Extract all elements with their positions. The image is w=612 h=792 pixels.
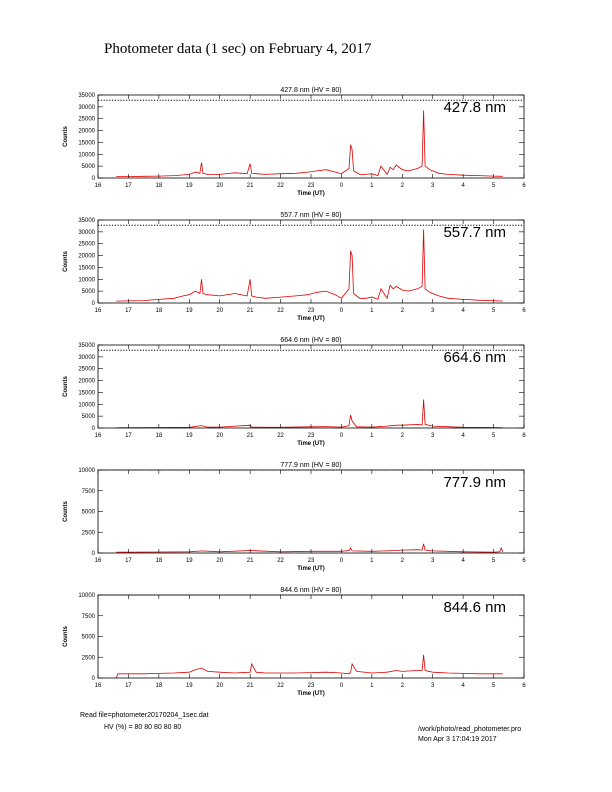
x-tick-label: 6 [522,558,526,564]
series-line [116,544,502,552]
y-axis-label: Counts [63,501,69,522]
x-tick-label: 21 [246,433,254,439]
chart-6646 [0,334,612,456]
series-line [116,655,502,678]
x-tick-label: 17 [125,183,132,189]
hv-label: HV (%) = 80 80 80 80 80 [104,724,182,731]
x-tick-label: 6 [522,433,526,439]
y-tick-label: 5000 [81,509,95,516]
y-tick-label: 7500 [81,488,95,495]
x-axis-label: Time (UT) [297,566,325,572]
y-tick-label: 5000 [81,634,95,641]
y-tick-label: 0 [91,426,95,432]
x-tick-label: 5 [491,433,496,439]
page-title: Photometer data (1 sec) on February 4, 2017 [104,41,372,57]
x-tick-label: 16 [94,433,102,439]
wavelength-label: 557.7 nm [443,224,506,241]
y-tick-label: 2500 [81,655,95,662]
x-tick-label: 22 [277,308,284,314]
x-tick-label: 19 [185,183,193,189]
x-tick-label: 3 [431,558,435,564]
x-axis-label: Time (UT) [297,191,325,197]
x-tick-label: 0 [339,558,344,564]
x-tick-label: 1 [370,558,374,564]
y-tick-label: 25000 [78,366,95,373]
x-tick-label: 2 [400,683,404,689]
x-tick-label: 22 [277,433,284,439]
x-tick-label: 20 [216,558,224,564]
x-tick-label: 19 [185,308,193,314]
wavelength-label: 664.6 nm [443,349,506,366]
y-tick-label: 10000 [78,402,95,409]
x-tick-label: 3 [431,183,435,189]
chart-4278 [0,84,612,206]
chart-5577 [0,209,612,331]
x-tick-label: 0 [339,683,344,689]
y-tick-label: 25000 [78,241,95,248]
x-tick-label: 21 [246,183,254,189]
x-tick-label: 2 [400,558,404,564]
chart-panel-6646 [0,334,612,456]
x-tick-label: 6 [522,308,526,314]
y-tick-label: 25000 [78,116,95,123]
y-tick-label: 20000 [78,253,95,260]
chart-8446 [0,584,612,706]
x-tick-label: 1 [370,308,374,314]
y-tick-label: 10000 [78,152,95,159]
x-tick-label: 1 [370,433,374,439]
y-tick-label: 15000 [78,140,95,147]
y-axis-label: Counts [63,376,69,397]
x-tick-label: 0 [339,183,344,189]
y-tick-label: 30000 [78,354,95,361]
y-tick-label: 20000 [78,128,95,135]
chart-title: 557.7 nm (HV = 80) [280,212,342,219]
chart-panel-5577 [0,209,612,331]
x-tick-label: 19 [185,683,193,689]
x-tick-label: 23 [307,433,315,439]
y-tick-label: 0 [91,176,95,182]
x-axis-label: Time (UT) [297,441,325,447]
x-tick-label: 16 [94,558,102,564]
x-tick-label: 19 [185,558,193,564]
x-tick-label: 5 [491,183,496,189]
x-tick-label: 18 [155,683,163,689]
y-tick-label: 5000 [81,164,95,171]
x-tick-label: 17 [125,433,132,439]
x-tick-label: 0 [339,308,344,314]
chart-title: 664.6 nm (HV = 80) [280,337,342,344]
chart-title: 427.8 nm (HV = 80) [280,87,342,94]
read-file-label: Read file=photometer20170204_1sec.dat [80,712,209,719]
x-tick-label: 22 [277,558,284,564]
x-tick-label: 2 [400,433,404,439]
x-tick-label: 21 [246,308,254,314]
wavelength-label: 777.9 nm [443,474,506,491]
y-tick-label: 35000 [78,218,95,224]
x-tick-label: 3 [431,433,435,439]
y-tick-label: 35000 [78,93,95,99]
series-line [116,110,502,176]
y-tick-label: 30000 [78,229,95,236]
y-tick-label: 0 [91,301,95,307]
x-axis-label: Time (UT) [297,691,325,697]
x-tick-label: 2 [400,308,404,314]
y-tick-label: 10000 [78,593,95,599]
x-tick-label: 4 [461,683,465,689]
x-tick-label: 20 [216,183,224,189]
x-tick-label: 16 [94,683,102,689]
x-tick-label: 18 [155,558,163,564]
chart-title: 777.9 nm (HV = 80) [280,462,342,469]
x-tick-label: 18 [155,308,163,314]
y-tick-label: 7500 [81,613,95,620]
x-tick-label: 20 [216,308,224,314]
x-tick-label: 22 [277,683,284,689]
x-tick-label: 1 [370,183,374,189]
x-tick-label: 16 [94,183,102,189]
y-tick-label: 5000 [81,414,95,421]
x-tick-label: 4 [461,433,465,439]
x-tick-label: 1 [370,683,374,689]
y-tick-label: 20000 [78,378,95,385]
x-tick-label: 18 [155,183,163,189]
x-tick-label: 20 [216,433,224,439]
x-tick-label: 22 [277,183,284,189]
x-tick-label: 23 [307,683,315,689]
timestamp-label: Mon Apr 3 17:04:19 2017 [418,736,497,743]
y-tick-label: 5000 [81,289,95,296]
x-tick-label: 18 [155,433,163,439]
x-tick-label: 23 [307,183,315,189]
x-tick-label: 6 [522,183,526,189]
y-tick-label: 15000 [78,390,95,397]
series-line [116,400,502,428]
x-tick-label: 21 [246,558,254,564]
program-path-label: /work/photo/read_photometer.pro [418,726,522,733]
x-tick-label: 3 [431,683,435,689]
y-axis-label: Counts [63,126,69,147]
chart-title: 844.6 nm (HV = 80) [280,587,342,594]
y-axis-label: Counts [63,626,69,647]
chart-panel-7779 [0,459,612,581]
x-tick-label: 23 [307,558,315,564]
x-tick-label: 17 [125,308,132,314]
y-axis-label: Counts [63,251,69,272]
y-tick-label: 30000 [78,104,95,111]
x-tick-label: 4 [461,308,465,314]
x-tick-label: 3 [431,308,435,314]
wavelength-label: 427.8 nm [443,99,506,116]
chart-panel-4278 [0,84,612,206]
y-tick-label: 0 [91,676,95,682]
x-tick-label: 4 [461,558,465,564]
y-tick-label: 10000 [78,468,95,474]
x-tick-label: 6 [522,683,526,689]
x-tick-label: 16 [94,308,102,314]
y-tick-label: 35000 [78,343,95,349]
wavelength-label: 844.6 nm [443,599,506,616]
x-tick-label: 21 [246,683,254,689]
y-tick-label: 2500 [81,530,95,537]
x-tick-label: 0 [339,433,344,439]
x-axis-label: Time (UT) [297,316,325,322]
y-tick-label: 10000 [78,277,95,284]
x-tick-label: 20 [216,683,224,689]
chart-7779 [0,459,612,581]
x-tick-label: 23 [307,308,315,314]
x-tick-label: 17 [125,683,132,689]
x-tick-label: 4 [461,183,465,189]
x-tick-label: 5 [491,308,496,314]
x-tick-label: 2 [400,183,404,189]
y-tick-label: 15000 [78,265,95,272]
x-tick-label: 17 [125,558,132,564]
x-tick-label: 5 [491,558,496,564]
y-tick-label: 0 [91,551,95,557]
x-tick-label: 5 [491,683,496,689]
x-tick-label: 19 [185,433,193,439]
chart-panel-8446 [0,584,612,706]
